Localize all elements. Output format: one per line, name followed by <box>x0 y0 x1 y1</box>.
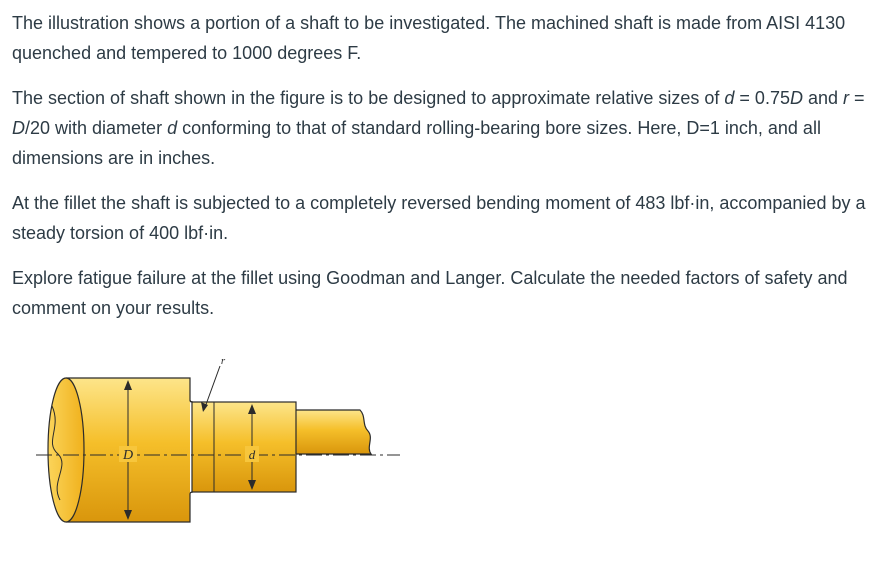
text-segment: The illustration shows a portion of a shaft to be investigated. The machined shaft is made from AISI 4130 quenched and tempered to 1000 degrees F. <box>12 13 846 63</box>
paragraph-task <box>12 263 888 323</box>
text-segment: and <box>802 88 844 108</box>
shaft-section-d <box>192 402 296 492</box>
dimension-D-label: D <box>122 448 134 463</box>
shaft-tail-section <box>294 410 371 454</box>
text-segment: The section of shaft shown in the figure is to be designed to approximate relative sizes of <box>12 88 725 108</box>
problem-statement <box>12 8 888 323</box>
math-variable: D <box>12 118 25 138</box>
paragraph-intro <box>12 8 888 68</box>
math-variable: d <box>724 88 735 108</box>
shaft-end-face <box>48 378 84 522</box>
dimension-d-label: d <box>248 447 256 462</box>
text-segment: Explore fatigue failure at the fillet using Goodman and Langer. Calculate the needed factors of safety and comment on your results. <box>12 268 848 318</box>
text-segment: conforming to that of standard rolling-bearing bore sizes. Here, D=1 inch, and all dimensions are in inches. <box>12 118 821 168</box>
math-variable: d <box>167 118 178 138</box>
paragraph-loading <box>12 188 888 248</box>
radius-r-label: r <box>220 355 226 367</box>
shaft-figure <box>30 350 410 550</box>
math-variable: D <box>789 88 803 108</box>
text-segment: At the fillet the shaft is subjected to a completely reversed bending moment of 483 lbf·in, accompanied by a steady torsion of 400 lbf·in. <box>12 193 866 243</box>
shaft-illustration <box>30 350 410 550</box>
math-variable: r <box>843 88 850 108</box>
text-segment: = 0.75 <box>734 88 790 108</box>
text-segment: /20 with diameter <box>25 118 168 138</box>
text-segment: = <box>849 88 865 108</box>
paragraph-dimensions <box>12 83 888 173</box>
